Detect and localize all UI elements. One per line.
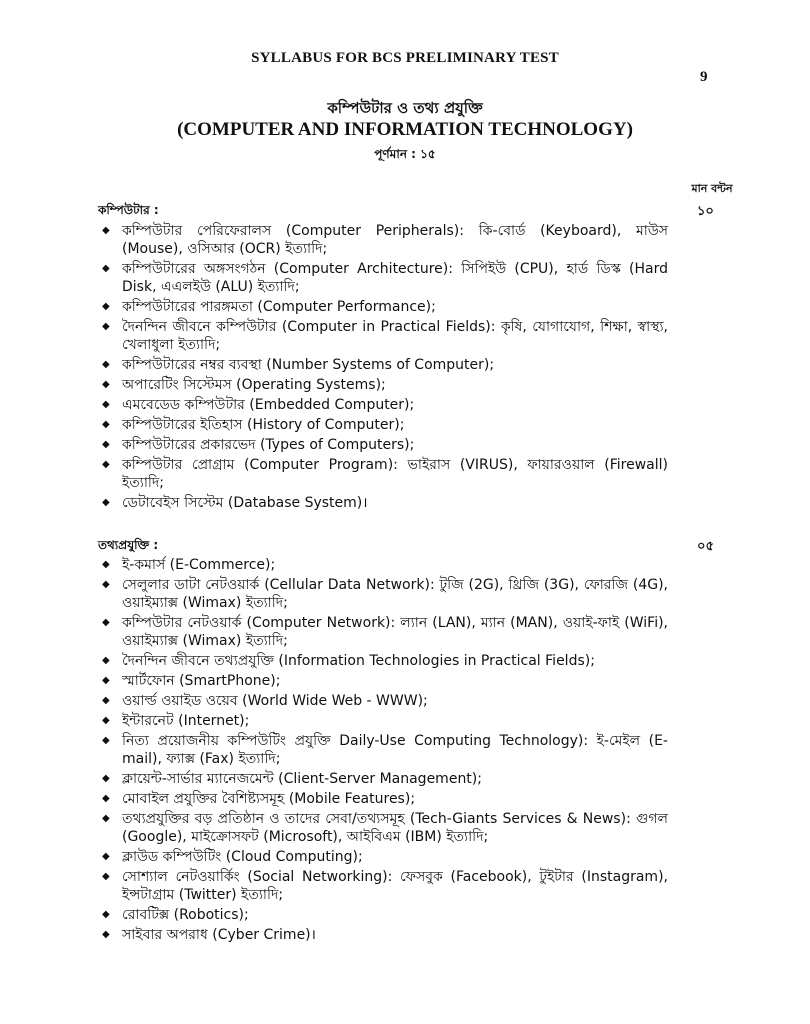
syllabus-topic-text: কম্পিউটার পেরিফেরালস (Computer Peripherals): কি-বোর্ড (Keyboard), মাউস (Mouse), ওসিআর (OCR) ইত্যাদি; [122, 223, 668, 257]
diamond-bullet-icon: ◆ [102, 929, 110, 940]
syllabus-topic-text: ওয়ার্ল্ড ওয়াইড ওয়েব (World Wide Web - WWW); [122, 693, 428, 709]
diamond-bullet-icon: ◆ [102, 871, 110, 882]
page-number: 9 [700, 69, 708, 85]
syllabus-topic-text: কম্পিউটারের পারঙ্গমতা (Computer Performance); [122, 299, 436, 315]
diamond-bullet-icon: ◆ [102, 399, 110, 410]
syllabus-topic-item [98, 614, 668, 650]
syllabus-topic-text: সোশ্যাল নেটওয়ার্কিং (Social Networking): ফেসবুক (Facebook), টুইটার (Instagram), ইন্সটাগ্রাম (Twitter) ইত্যাদি; [122, 869, 668, 903]
syllabus-topic-item [98, 318, 668, 354]
document-header-title: SYLLABUS FOR BCS PRELIMINARY TEST [251, 50, 559, 66]
diamond-bullet-icon: ◆ [102, 225, 110, 236]
syllabus-topic-text: দৈনন্দিন জীবনে কম্পিউটার (Computer in Practical Fields): কৃষি, যোগাযোগ, শিক্ষা, স্বাস্থ্য, খেলাধুলা ইত্যাদি; [122, 319, 668, 353]
syllabus-topic-text: ক্লাউড কম্পিউটিং (Cloud Computing); [122, 849, 363, 865]
syllabus-topic-item [98, 494, 668, 512]
syllabus-topic-text: এমবেডেড কম্পিউটার (Embedded Computer); [122, 397, 415, 413]
syllabus-topic-text: দৈনন্দিন জীবনে তথ্যপ্রযুক্তি (Information Technologies in Practical Fields); [122, 653, 595, 669]
syllabus-topic-text: কম্পিউটারের নম্বর ব্যবস্থা (Number Systems of Computer); [122, 357, 495, 373]
syllabus-topic-item [98, 222, 668, 258]
syllabus-topic-text: কম্পিউটারের ইতিহাস (History of Computer); [122, 417, 405, 433]
syllabus-topic-text: তথ্যপ্রযুক্তির বড় প্রতিষ্ঠান ও তাদের সেবা/তথ্যসমূহ (Tech-Giants Services & News): গুগল (Google), মাইক্রোসফট (Microsoft), আইবিএম (IBM) ইত্যাদি; [122, 811, 668, 845]
diamond-bullet-icon: ◆ [102, 559, 110, 570]
diamond-bullet-icon: ◆ [102, 793, 110, 804]
marks-distribution-header: মান বন্টন [691, 182, 733, 195]
syllabus-topic-item [98, 576, 668, 612]
diamond-bullet-icon: ◆ [102, 579, 110, 590]
syllabus-topic-item [98, 770, 668, 788]
computer-topic-list [98, 222, 668, 514]
diamond-bullet-icon: ◆ [102, 359, 110, 370]
syllabus-topic-text: ইন্টারনেট (Internet); [122, 713, 250, 729]
syllabus-topic-text: সেলুলার ডাটা নেটওয়ার্ক (Cellular Data Network): টুজি (2G), থ্রিজি (3G), ফোরজি (4G), ওয়াইম্যাক্স (Wimax) ইত্যাদি; [122, 577, 668, 611]
diamond-bullet-icon: ◆ [102, 655, 110, 666]
syllabus-topic-item [98, 652, 668, 670]
subject-title-bangla: কম্পিউটার ও তথ্য প্রযুক্তি [327, 99, 483, 117]
syllabus-topic-text: কম্পিউটার নেটওয়ার্ক (Computer Network): ল্যান (LAN), ম্যান (MAN), ওয়াই-ফাই (WiFi), ওয়াইম্যাক্স (Wimax) ইত্যাদি; [122, 615, 668, 649]
syllabus-topic-text: স্মার্টফোন (SmartPhone); [122, 673, 281, 689]
syllabus-topic-text: নিত্য প্রয়োজনীয় কম্পিউটিং প্রযুক্তি Daily-Use Computing Technology): ই-মেইল (E-mail), ফ্যাক্স (Fax) ইত্যাদি; [122, 733, 668, 767]
diamond-bullet-icon: ◆ [102, 497, 110, 508]
diamond-bullet-icon: ◆ [102, 851, 110, 862]
syllabus-topic-item [98, 926, 668, 944]
syllabus-topic-text: ই-কমার্স (E-Commerce); [122, 557, 276, 573]
diamond-bullet-icon: ◆ [102, 715, 110, 726]
syllabus-topic-text: ডেটাবেইস সিস্টেম (Database System)। [122, 495, 368, 511]
syllabus-topic-item [98, 396, 668, 414]
section-heading-ict: তথ্যপ্রযুক্তি : [98, 538, 159, 552]
syllabus-topic-text: মোবাইল প্রযুক্তির বৈশিষ্ট্যসমূহ (Mobile Features); [122, 791, 416, 807]
diamond-bullet-icon: ◆ [102, 735, 110, 746]
syllabus-topic-item [98, 732, 668, 768]
syllabus-topic-text: কম্পিউটার প্রোগ্রাম (Computer Program): ভাইরাস (VIRUS), ফায়ারওয়াল (Firewall) ইত্যাদি; [122, 457, 668, 491]
syllabus-topic-item [98, 906, 668, 924]
syllabus-topic-item [98, 260, 668, 296]
syllabus-topic-item [98, 436, 668, 454]
diamond-bullet-icon: ◆ [102, 419, 110, 430]
diamond-bullet-icon: ◆ [102, 439, 110, 450]
diamond-bullet-icon: ◆ [102, 459, 110, 470]
diamond-bullet-icon: ◆ [102, 301, 110, 312]
diamond-bullet-icon: ◆ [102, 675, 110, 686]
syllabus-topic-item [98, 848, 668, 866]
syllabus-topic-item [98, 456, 668, 492]
ict-topic-list [98, 556, 668, 946]
diamond-bullet-icon: ◆ [102, 321, 110, 332]
diamond-bullet-icon: ◆ [102, 813, 110, 824]
section-heading-computer: কম্পিউটার : [98, 203, 159, 217]
syllabus-topic-text: ক্লায়েন্ট-সার্ভার ম্যানেজমেন্ট (Client-Server Management); [122, 771, 482, 787]
syllabus-topic-item [98, 868, 668, 904]
syllabus-topic-item [98, 810, 668, 846]
diamond-bullet-icon: ◆ [102, 263, 110, 274]
diamond-bullet-icon: ◆ [102, 909, 110, 920]
syllabus-topic-text: রোবটিক্স (Robotics); [122, 907, 249, 923]
section-marks-computer: ১০ [697, 204, 714, 219]
syllabus-topic-item [98, 556, 668, 574]
syllabus-topic-text: সাইবার অপরাধ (Cyber Crime)। [122, 927, 316, 943]
syllabus-topic-item [98, 692, 668, 710]
syllabus-topic-item [98, 356, 668, 374]
syllabus-topic-item [98, 712, 668, 730]
diamond-bullet-icon: ◆ [102, 617, 110, 628]
syllabus-topic-item [98, 298, 668, 316]
syllabus-topic-item [98, 672, 668, 690]
diamond-bullet-icon: ◆ [102, 379, 110, 390]
syllabus-topic-text: অপারেটিং সিস্টেমস (Operating Systems); [122, 377, 386, 393]
full-marks-label: পূর্ণমান : ১৫ [374, 147, 436, 161]
diamond-bullet-icon: ◆ [102, 773, 110, 784]
syllabus-topic-item [98, 416, 668, 434]
syllabus-topic-text: কম্পিউটারের প্রকারভেদ (Types of Computers); [122, 437, 415, 453]
diamond-bullet-icon: ◆ [102, 695, 110, 706]
syllabus-topic-item [98, 790, 668, 808]
syllabus-topic-item [98, 376, 668, 394]
syllabus-topic-text: কম্পিউটারের অঙ্গসংগঠন (Computer Architecture): সিপিইউ (CPU), হার্ড ডিস্ক (Hard Disk, এএলইউ (ALU) ইত্যাদি; [122, 261, 668, 295]
subject-title-english: (COMPUTER AND INFORMATION TECHNOLOGY) [177, 119, 633, 140]
section-marks-ict: ০৫ [697, 539, 714, 554]
